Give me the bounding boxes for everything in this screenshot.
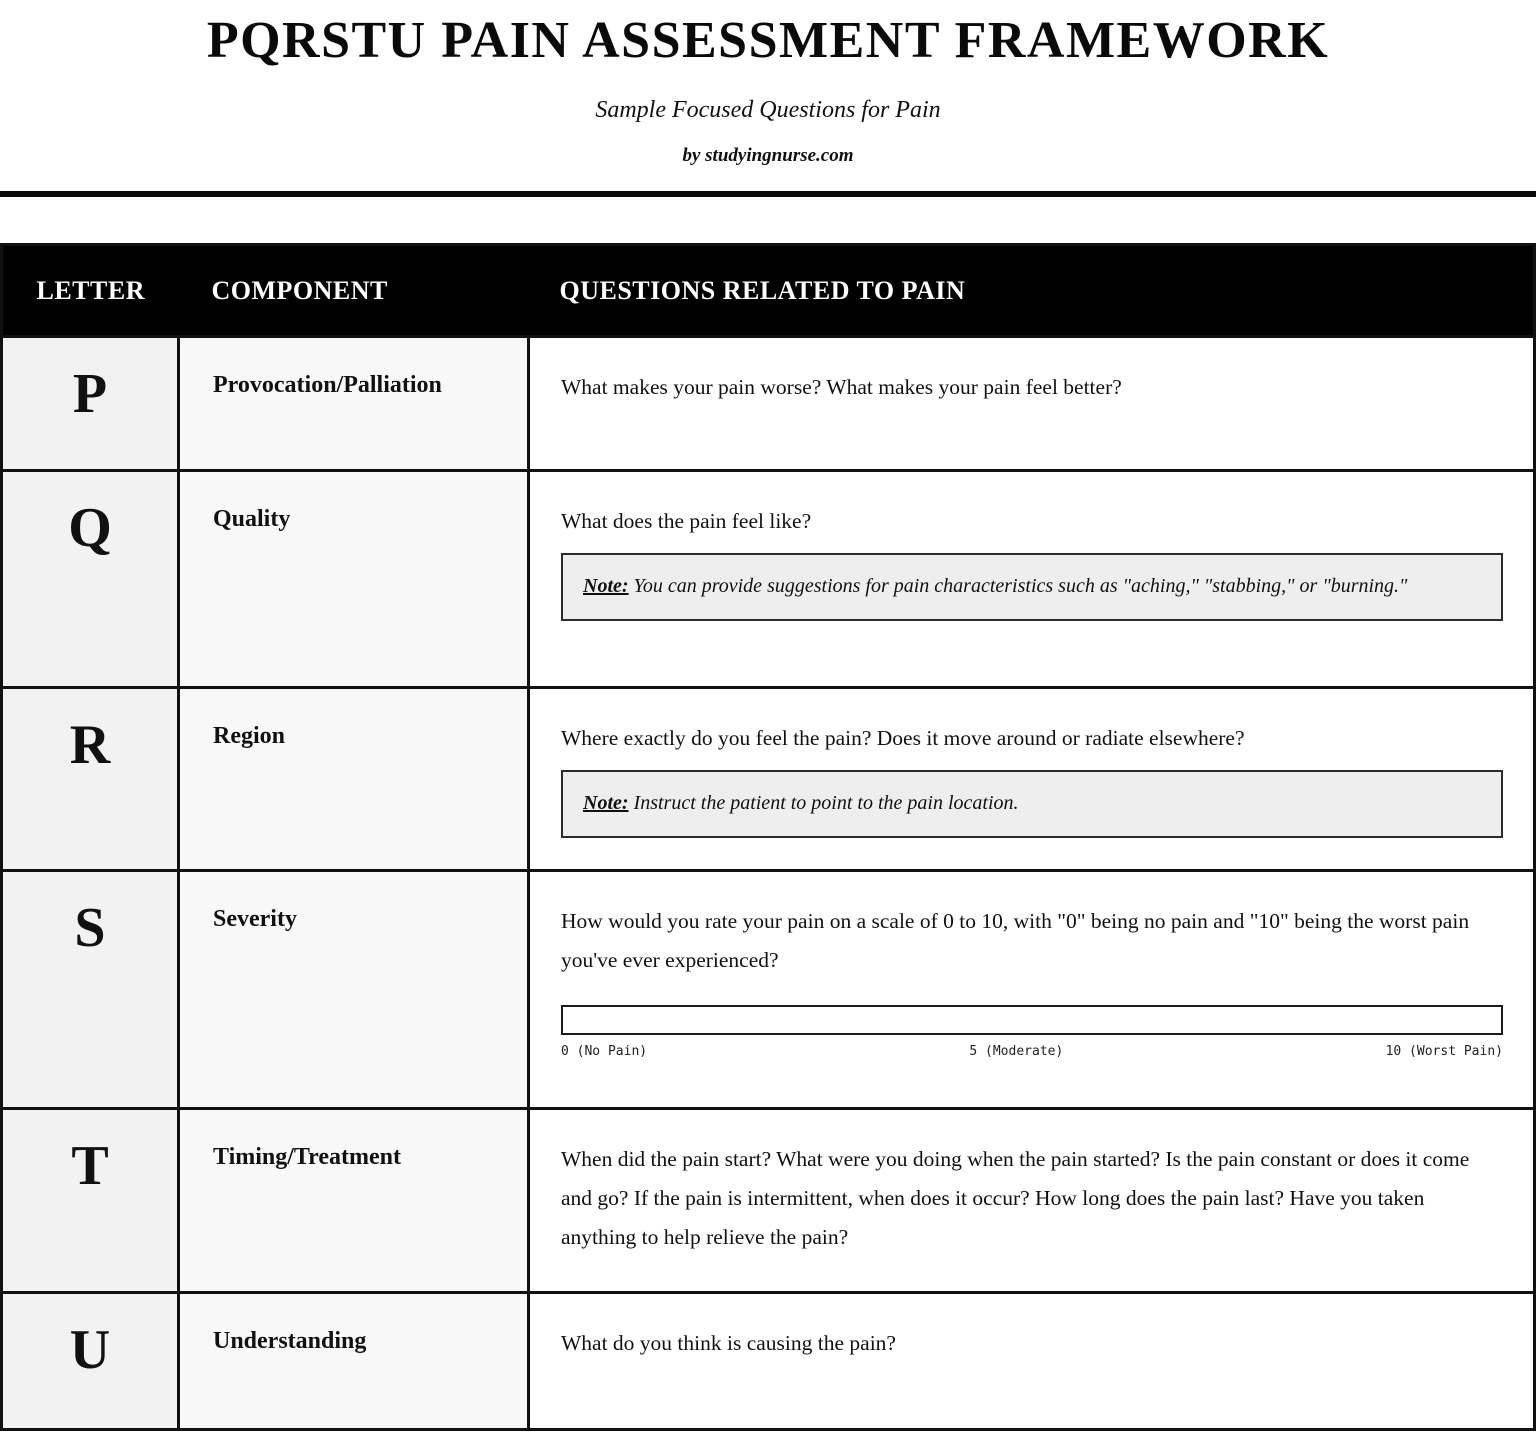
note-text: You can provide suggestions for pain characteristics such as "aching," "stabbing," or "burning." (633, 575, 1408, 597)
byline: by studyingnurse.com (682, 145, 854, 166)
document-header (0, 0, 1536, 167)
component-cell-q: Quality (179, 471, 529, 688)
pqrstu-table (0, 243, 1536, 1431)
question-cell-q (529, 471, 1535, 688)
table-row-s (2, 871, 1535, 1109)
letter-cell-q: Q (2, 471, 179, 688)
severity-scale-input[interactable] (561, 1005, 1503, 1035)
table-row-q (2, 471, 1535, 688)
letter-cell-p: P (2, 337, 179, 471)
component-cell-t: Timing/Treatment (179, 1109, 529, 1293)
header-divider (0, 191, 1536, 197)
note-box-region (561, 770, 1503, 838)
table-row-r (2, 688, 1535, 871)
table-header-row (2, 245, 1535, 337)
letter-cell-r: R (2, 688, 179, 871)
component-cell-r: Region (179, 688, 529, 871)
column-header-component: COMPONENT (179, 245, 529, 337)
question-text-u: What do you think is causing the pain? (561, 1331, 896, 1355)
question-text-t: When did the pain start? What were you doing when the pain started? Is the pain constant or does it come and go? If the pain is intermittent, when does it occur? How long does the pain last? Have you taken anything to help relieve the pain? (561, 1147, 1470, 1249)
table-row-p (2, 337, 1535, 471)
pain-scale (561, 1005, 1503, 1060)
question-cell-p (529, 337, 1535, 471)
scale-min-label: 0 (No Pain) (561, 1044, 648, 1059)
question-text-q: What does the pain feel like? (561, 509, 812, 533)
component-cell-u: Understanding (179, 1293, 529, 1430)
letter-cell-s: S (2, 871, 179, 1109)
scale-mid-label: 5 (Moderate) (969, 1044, 1064, 1059)
letter-cell-u: U (2, 1293, 179, 1430)
question-cell-t (529, 1109, 1535, 1293)
question-cell-u (529, 1293, 1535, 1430)
scale-max-label: 10 (Worst Pain) (1385, 1044, 1503, 1059)
question-cell-s (529, 871, 1535, 1109)
component-cell-s: Severity (179, 871, 529, 1109)
note-box-quality (561, 553, 1503, 621)
note-text: Instruct the patient to point to the pain location. (633, 792, 1019, 814)
pain-scale-labels (561, 1044, 1503, 1060)
column-header-letter: LETTER (2, 245, 179, 337)
question-text-s: How would you rate your pain on a scale of 0 to 10, with "0" being no pain and "10" being the worst pain you've ever experienced? (561, 909, 1470, 972)
question-text-p: What makes your pain worse? What makes your pain feel better? (561, 375, 1122, 399)
note-label: Note: (583, 792, 629, 814)
page-subtitle: Sample Focused Questions for Pain (595, 97, 941, 123)
page-title: PQRSTU PAIN ASSESSMENT FRAMEWORK (206, 12, 1330, 69)
question-text-r: Where exactly do you feel the pain? Does it move around or radiate elsewhere? (561, 726, 1245, 750)
question-cell-r (529, 688, 1535, 871)
note-label: Note: (583, 575, 629, 597)
component-cell-p: Provocation/Palliation (179, 337, 529, 471)
table-row-t (2, 1109, 1535, 1293)
column-header-questions: QUESTIONS RELATED TO PAIN (529, 245, 1535, 337)
table-row-u (2, 1293, 1535, 1430)
letter-cell-t: T (2, 1109, 179, 1293)
